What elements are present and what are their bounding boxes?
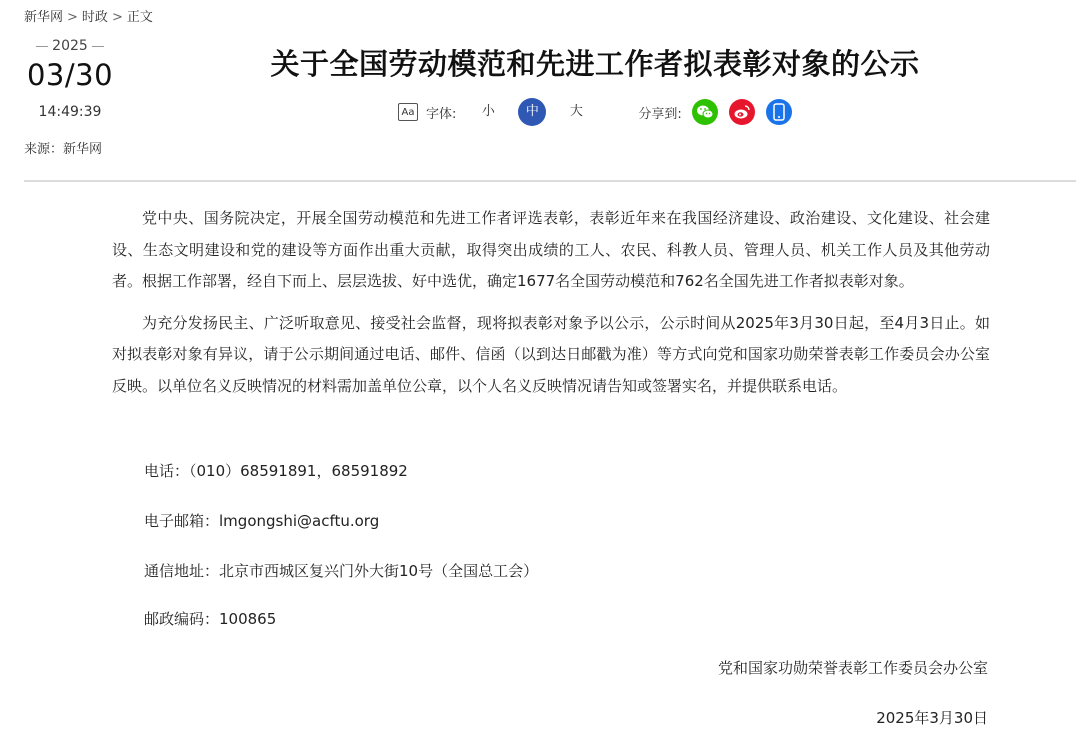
publish-year: 2025: [24, 38, 116, 54]
weibo-icon[interactable]: [729, 99, 755, 125]
contact-email-label: 电子邮箱：: [144, 512, 220, 530]
publish-month-day: 03/30: [26, 58, 114, 92]
mobile-icon[interactable]: [766, 99, 792, 125]
signature-date: 2025年3月30日: [876, 709, 988, 727]
font-label: 字体:: [426, 106, 457, 122]
breadcrumb-home-link[interactable]: 新华网: [24, 10, 64, 25]
article-paragraph: 党中央、国务院决定，开展全国劳动模范和先进工作者评选表彰，表彰近年来在我国经济建设、政治建设、文化建设、社会建设、生态文明建设和党的建设等方面作出重大贡献，取得突出成绩的工人、农民、科教人员、管理人员、机关工作人员及其他劳动者。根据工作部署，经自下而上、层层选拔、好中选优，确定1677名全国劳动模范和762名全国先进工作者拟表彰对象。: [112, 209, 990, 290]
wechat-icon[interactable]: [692, 99, 718, 125]
article-body: [112, 203, 990, 402]
breadcrumb-section-link[interactable]: 时政: [81, 10, 108, 25]
article-paragraph: 为充分发扬民主、广泛听取意见、接受社会监督，现将拟表彰对象予以公示，公示时间从2025年3月30日起，至4月3日止。如对拟表彰对象有异议，请于公示期间通过电话、邮件、信函（以到达日邮戳为准）等方式向党和国家功勋荣誉表彰工作委员会办公室反映。以单位名义反映情况的材料需加盖单位公章，以个人名义反映情况请告知或签署实名，并提供联系电话。: [112, 313, 990, 395]
contact-address: 通信地址：北京市西城区复兴门外大街10号（全国总工会）: [144, 562, 539, 580]
signature: 党和国家功勋荣誉表彰工作委员会办公室: [717, 659, 988, 677]
contact-postcode: 邮政编码：100865: [144, 610, 277, 628]
font-size-icon: Aa: [398, 103, 418, 121]
font-size-medium-button[interactable]: 中: [518, 98, 546, 126]
article-toolbar: [398, 96, 803, 128]
publish-date: [24, 38, 116, 120]
contact-email-link[interactable]: lmgongshi@acftu.org: [219, 512, 380, 530]
breadcrumb-current: 正文: [126, 10, 153, 25]
publish-time: 14:49:39: [38, 104, 102, 120]
font-size-small-button[interactable]: 小: [481, 104, 495, 119]
breadcrumb-separator: >: [67, 10, 78, 25]
article-title: 关于全国劳动模范和先进工作者拟表彰对象的公示: [270, 47, 920, 81]
header-divider: [24, 180, 1076, 182]
contact-email: [144, 510, 379, 531]
contact-phone: 电话：（010）68591891，68591892: [144, 462, 408, 480]
breadcrumb-separator: >: [111, 10, 123, 25]
share-label: 分享到:: [638, 106, 682, 122]
source-label: 来源：新华网: [24, 142, 103, 157]
font-size-large-button[interactable]: 大: [569, 104, 583, 119]
breadcrumb: [24, 6, 153, 25]
